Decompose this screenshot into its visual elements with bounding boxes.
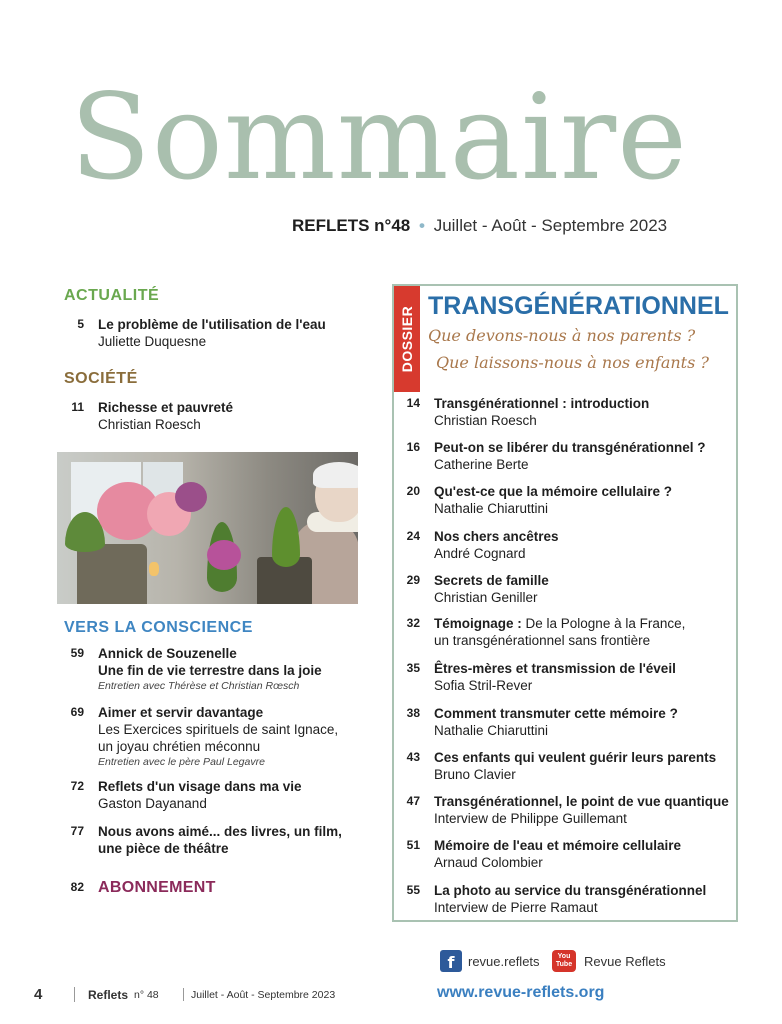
- page-footer: [34, 984, 754, 1008]
- article-photo: [57, 452, 358, 604]
- toc-entry[interactable]: [56, 316, 366, 352]
- issue-date: Juillet - Août - Septembre 2023: [433, 216, 668, 235]
- dossier-title: TRANSGÉNÉRATIONNEL: [428, 292, 729, 320]
- entry-title: Nos chers ancêtres: [434, 529, 559, 544]
- toc-entry[interactable]: [56, 399, 366, 435]
- page-number: 47: [406, 794, 420, 808]
- toc-entry-abonnement[interactable]: [56, 879, 366, 901]
- section-heading-conscience: VERS LA CONSCIENCE: [64, 619, 253, 636]
- toc-entry[interactable]: [398, 528, 728, 564]
- youtube-icon-text: You: [557, 953, 571, 960]
- entry-author: Interview de Pierre Ramaut: [434, 900, 598, 915]
- photo-leaf: [272, 507, 300, 567]
- page-number: 69: [70, 705, 84, 719]
- photo-pot: [77, 544, 147, 604]
- toc-entry[interactable]: [398, 793, 728, 829]
- entry-title: Êtres-mères et transmission de l'éveil: [434, 661, 676, 676]
- entry-author: Juliette Duquesne: [98, 334, 207, 349]
- facebook-icon: f: [440, 950, 462, 972]
- page-number: 29: [406, 573, 420, 587]
- footer-date: Juillet - Août - Septembre 2023: [191, 989, 336, 1001]
- entry-title: Transgénérationnel : introduction: [434, 396, 650, 411]
- dossier-subtitle: Que devons-nous à nos parents ?: [428, 326, 696, 345]
- entry-title: Nous avons aimé... des livres, un film,: [98, 824, 342, 839]
- toc-entry[interactable]: [398, 882, 728, 918]
- toc-entry[interactable]: [398, 395, 728, 431]
- toc-entry[interactable]: [398, 615, 728, 651]
- toc-entry[interactable]: [398, 572, 728, 608]
- abonnement-label: ABONNEMENT: [98, 879, 216, 896]
- entry-author: Bruno Clavier: [434, 767, 516, 782]
- website-link[interactable]: www.revue-reflets.org: [437, 984, 605, 1001]
- facebook-handle: revue.reflets: [468, 953, 540, 969]
- entry-title-rest: De la Pologne à la France,: [521, 616, 686, 631]
- entry-subtitle-line: un joyau chrétien méconnu: [98, 739, 261, 754]
- page-number: 24: [406, 529, 420, 543]
- photo-candle: [149, 562, 159, 576]
- entry-subtitle: Une fin de vie terrestre dans la joie: [98, 663, 322, 678]
- page-number: 14: [406, 396, 420, 410]
- page-number: 51: [406, 838, 420, 852]
- entry-title: Qu'est-ce que la mémoire cellulaire ?: [434, 484, 673, 499]
- section-heading-societe: SOCIÉTÉ: [64, 370, 138, 387]
- photo-flower: [175, 482, 207, 512]
- page-number: 32: [406, 616, 420, 630]
- page-number: 82: [70, 880, 84, 894]
- entry-author: Interview de Philippe Guillemant: [434, 811, 627, 826]
- entry-title: Le problème de l'utilisation de l'eau: [98, 317, 326, 332]
- entry-title: Reflets d'un visage dans ma vie: [98, 779, 302, 794]
- entry-author: Christian Geniller: [434, 590, 538, 605]
- page-number: 20: [406, 484, 420, 498]
- issue-name: REFLETS n°48: [292, 216, 411, 235]
- page-number: 77: [70, 824, 84, 838]
- entry-title: Ces enfants qui veulent guérir leurs parents: [434, 750, 717, 765]
- entry-subtitle-line: Les Exercices spirituels de saint Ignace,: [98, 722, 339, 737]
- youtube-channel: Revue Reflets: [584, 953, 666, 969]
- entry-title: Peut-on se libérer du transgénérationnel ?: [434, 440, 706, 455]
- photo-person-hair: [313, 462, 358, 488]
- dossier-tab: [394, 286, 420, 392]
- entry-title-line2: une pièce de théâtre: [98, 841, 229, 856]
- entry-author: Sofia Stril-Rever: [434, 678, 533, 693]
- page-title: Sommaire: [70, 68, 688, 206]
- dossier-subtitle: Que laissons-nous à nos enfants ?: [436, 353, 709, 372]
- page-number: 72: [70, 779, 84, 793]
- entry-title: La photo au service du transgénérationnel: [434, 883, 707, 898]
- page-number: 35: [406, 661, 420, 675]
- page-number: 38: [406, 706, 420, 720]
- page-number: 11: [71, 400, 84, 414]
- toc-entry[interactable]: [398, 749, 728, 785]
- toc-entry[interactable]: [56, 645, 366, 695]
- entry-title: Témoignage :: [434, 616, 522, 631]
- footer-issue-number: n° 48: [134, 989, 159, 1001]
- dossier-tab-label: DOSSIER: [399, 305, 415, 373]
- entry-author: Gaston Dayanand: [98, 796, 207, 811]
- entry-author: un transgénérationnel sans frontière: [434, 633, 651, 648]
- youtube-icon: [552, 950, 576, 972]
- entry-title: Mémoire de l'eau et mémoire cellulaire: [434, 838, 682, 853]
- entry-author: Christian Roesch: [434, 413, 537, 428]
- footer-page-number: 4: [34, 986, 43, 1003]
- entry-title: Annick de Souzenelle: [98, 646, 237, 661]
- page-number: 59: [70, 646, 84, 660]
- section-heading-actualite: ACTUALITÉ: [64, 287, 160, 304]
- issue-line: [292, 216, 712, 236]
- footer-brand: Reflets: [88, 988, 129, 1002]
- separator-dot: •: [419, 216, 425, 235]
- page-number: 43: [406, 750, 420, 764]
- entry-author: Catherine Berte: [434, 457, 529, 472]
- entry-title: Comment transmuter cette mémoire ?: [434, 706, 678, 721]
- toc-entry[interactable]: [56, 704, 366, 770]
- page-number: 55: [406, 883, 420, 897]
- toc-entry[interactable]: [56, 778, 366, 814]
- entry-author: André Cognard: [434, 546, 526, 561]
- footer-divider: [74, 987, 75, 1002]
- toc-entry[interactable]: [398, 439, 728, 475]
- toc-entry[interactable]: [398, 483, 728, 519]
- entry-credit: Entretien avec le père Paul Legavre: [98, 756, 265, 768]
- youtube-icon-text: Tube: [555, 961, 573, 968]
- photo-flower: [207, 540, 241, 570]
- entry-author: Nathalie Chiaruttini: [434, 723, 549, 738]
- toc-entry[interactable]: [398, 705, 728, 741]
- entry-title: Transgénérationnel, le point de vue quantique: [434, 794, 729, 809]
- page-number: 5: [77, 317, 84, 331]
- entry-author: Nathalie Chiaruttini: [434, 501, 549, 516]
- entry-title: Secrets de famille: [434, 573, 549, 588]
- entry-title: Aimer et servir davantage: [98, 705, 264, 720]
- toc-entry[interactable]: [56, 823, 366, 859]
- entry-title: Richesse et pauvreté: [98, 400, 234, 415]
- toc-entry[interactable]: [398, 660, 728, 696]
- entry-author: Christian Roesch: [98, 417, 201, 432]
- youtube-link[interactable]: [552, 948, 666, 974]
- toc-entry[interactable]: [398, 837, 728, 873]
- facebook-link[interactable]: [440, 948, 540, 974]
- footer-divider: [183, 988, 184, 1001]
- entry-credit: Entretien avec Thérèse et Christian Rœsch: [98, 680, 300, 692]
- page-number: 16: [406, 440, 420, 454]
- entry-author: Arnaud Colombier: [434, 855, 543, 870]
